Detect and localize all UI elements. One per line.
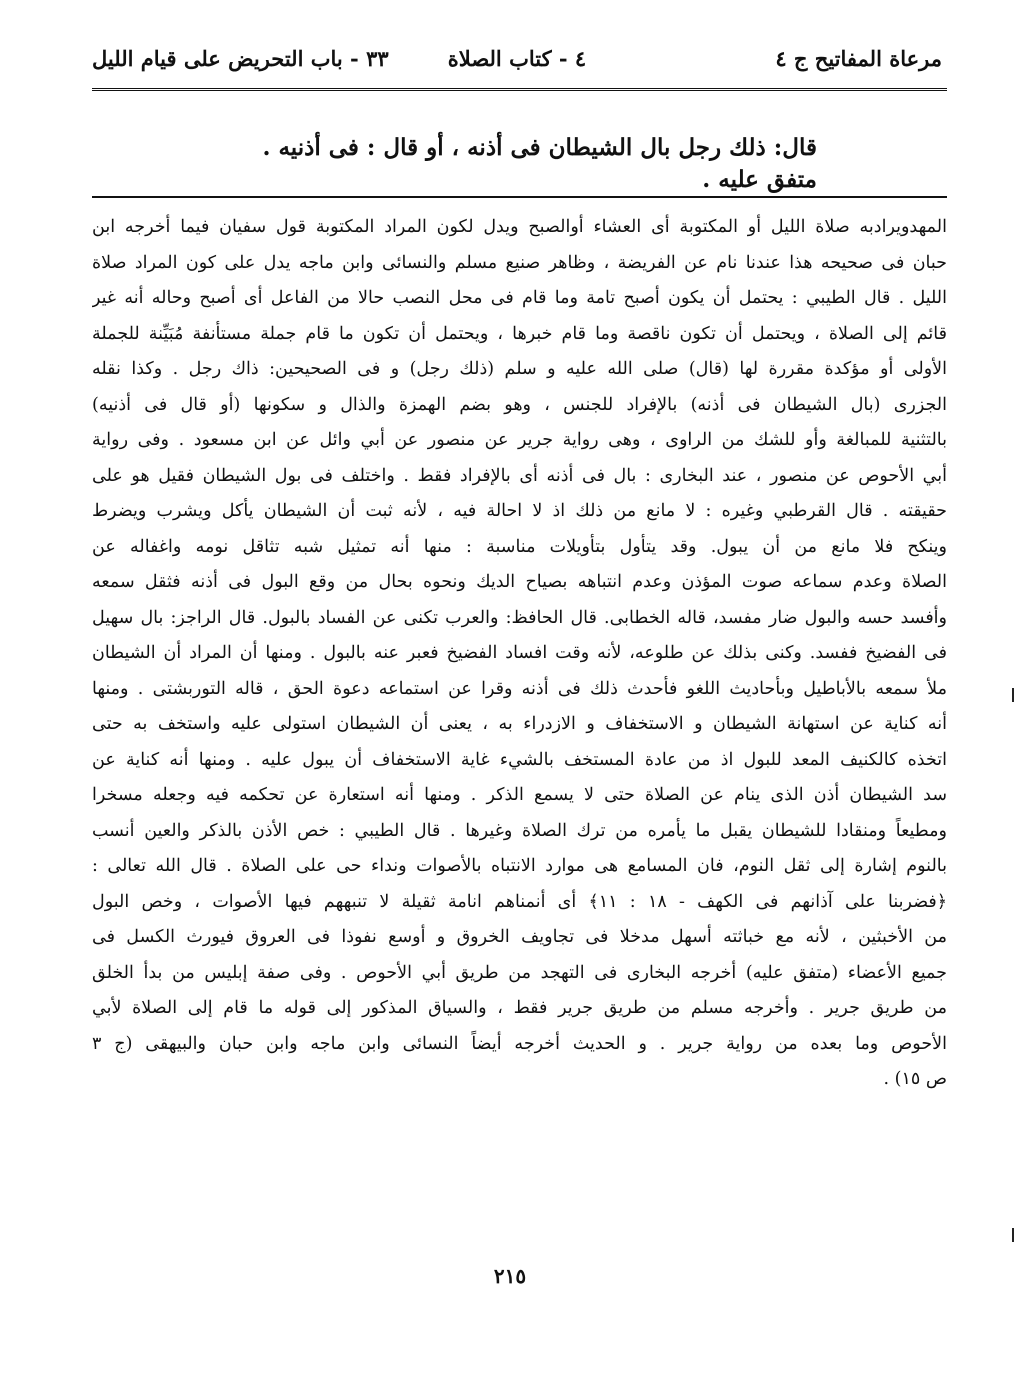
commentary-line: بالنوم إشارة إلى ثقل النوم، فان المسامع هى موارد الانتباه بالأصوات ونداء حى على الصلاة . قال الله تعالى :	[92, 856, 947, 876]
header-rule	[92, 88, 947, 91]
commentary-line: اتخذه كالكنيف المعد للبول اذ من عادة المستخف بالشيء غاية الاستخفاف أن يبول عليه . ومنها أنه كناية عن	[92, 749, 947, 770]
commentary-line: أبي الأحوص عن منصور ، عند البخارى : بال فى أذنه أى بالإفراد فقط . واختلف فى بول الشيطان فقيل هو على	[92, 465, 947, 486]
commentary-line: الأحوص وما بعده من رواية جرير . و الحديث أخرجه أيضاً النسائى وابن ماجه وابن حبان والبيهقى (ج ٣	[92, 1033, 947, 1054]
commentary-line: ص ١٥) .	[883, 1069, 947, 1089]
commentary-line: سد الشيطان أذن الذى ينام عن الصلاة حتى لا يسمع الذكر . ومنها أنه استعارة عن تحكمه فيه وجعله مسخرا	[92, 785, 947, 805]
commentary-line: الأولى أو مؤكدة مقررة لها (قال) صلى الله عليه و سلم (ذلك رجل) و فى الصحيحين: ذاك رجل . وكذا نقله	[92, 359, 947, 379]
commentary-line: فى الفضيخ ففسد. وكنى بذلك عن طلوعه، لأنه وقت افساد الفضيخ فعبر عنه بالبول . ومنها أن المراد أن الشيطان	[92, 643, 947, 663]
running-header	[92, 44, 942, 84]
hadith-text: قال: ذلك رجل بال الشيطان فى أذنه ، أو قال : فى أذنيه . متفق عليه .	[262, 134, 817, 193]
commentary-body	[92, 210, 947, 1098]
commentary-line: ﴿فضربنا على آذانهم فى الكهف - ١٨ : ١١﴾ أى أنمناهم انامة ثقيلة لا تنبههم فيها الأصوات ، وخص البول	[92, 891, 947, 912]
commentary-line: المهدويرادبه صلاة الليل أو المكتوبة أى العشاء أوالصبح ويدل لكون المراد المكتوبة قول سفيان فيما أخرجه ابن	[92, 217, 947, 237]
book-title: مرعاة المفاتيح ج ٤	[775, 46, 942, 71]
commentary-line: وأفسد حسه والبول ضار مفسد، قاله الخطابى. قال الحافظ: والعرب تكنى عن الفساد بالبول. قال الراجز: بال سهيل	[92, 607, 947, 628]
page-number: ٢١٥	[493, 1264, 527, 1288]
scan-edge-mark	[1012, 1228, 1014, 1242]
commentary-line: بالتثنية للمبالغة وأو للشك من الراوى ، وهى رواية جرير عن منصور عن أبي وائل عن ابن مسعود . وفى رواية	[92, 430, 947, 450]
hadith-separator-rule	[92, 196, 947, 198]
chapter-title: ٤ - كتاب الصلاة	[447, 46, 587, 71]
commentary-line: الليل . قال الطيبي : يحتمل أن يكون أصبح تامة وما قام فى محل النصب حالا من الفاعل أى أصبح وحاله أنه غير	[92, 288, 947, 308]
commentary-line: حبان فى صحيحه هذا عندنا نام عن الفريضة ، وظاهر صنيع مسلم والنسائى وابن ماجه يدل على كون المراد صلاة	[92, 252, 947, 273]
commentary-line: ومطيعاً ومنقادا للشيطان يقبل ما يأمره من ترك الصلاة وغيرها . قال الطيبي : خص الأذن بالذكر والعين أنسب	[92, 820, 947, 841]
commentary-line: أنه كناية عن استهانة الشيطان و الاستخفاف و الازدراء به ، يعنى أن الشيطان استولى عليه واستخف به حتى	[92, 714, 947, 734]
commentary-line: حقيقته . قال القرطبي وغيره : لا مانع من ذلك اذ لا احالة فيه ، لأنه ثبت أن الشيطان يأكل ويشرب ويضرط	[92, 501, 947, 521]
commentary-line: قائم إلى الصلاة ، ويحتمل أن تكون ناقصة وما قام خبرها ، ويحتمل أن تكون ما قام جملة مستأنفة مُبَيِّنة للجملة	[92, 323, 947, 344]
commentary-line: الصلاة وعدم سماعه صوت المؤذن وعدم انتباهه بصياح الديك ونحوه بحال من وقع البول فى أذنه فثقل سمعه	[92, 572, 947, 592]
commentary-line: الجزرى (بال الشيطان فى أذنه) بالإفراد للجنس ، وهو بضم الهمزة والذال و سكونها (أو قال فى أذنيه)	[92, 394, 947, 415]
commentary-line: جميع الأعضاء (متفق عليه) أخرجه البخارى فى التهجد من طريق أبي الأحوص . وفى صفة إبليس من بدأ الخلق	[92, 962, 947, 983]
commentary-line: وينكح فلا مانع من أن يبول. وقد يتأول بتأويلات مناسبة : منها أنه تمثيل شبه تثاقل نومه واغفاله عن	[92, 536, 947, 557]
commentary-line: من طريق جرير . وأخرجه مسلم من طريق جرير فقط ، والسياق المذكور إلى قوله ما قام إلى الصلاة لأبي	[92, 998, 947, 1018]
scan-edge-mark	[1012, 688, 1014, 702]
section-title: ٣٣ - باب التحريض على قيام الليل	[92, 46, 389, 71]
commentary-line: من الأخبثين ، لأنه مع خباثته أسهل مدخلا فى تجاويف الخروق و أوسع نفوذا فى العروق فيورث الكسل فى	[92, 927, 947, 947]
commentary-line: ملأ سمعه بالأباطيل وبأحاديث اللغو فأحدث ذلك فى أذنه وقرا عن استماعه دعوة الحق ، قاله التوربشتى . ومنها	[92, 678, 947, 699]
